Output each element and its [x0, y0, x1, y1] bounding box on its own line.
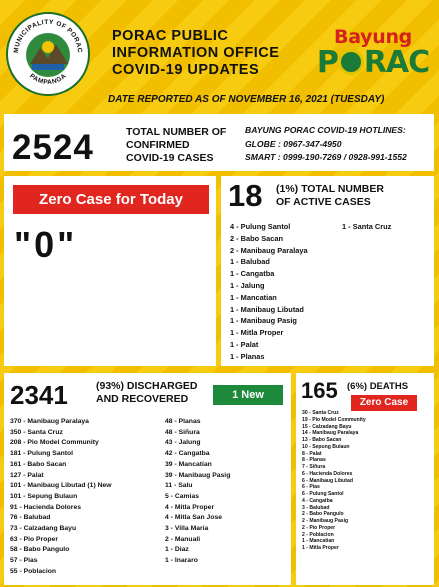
list-item: 1 - Santa Cruz	[342, 222, 392, 231]
seal-top-text: MUNICIPALITY OF PORAC	[12, 18, 84, 54]
recovered-list-col1	[10, 417, 112, 578]
list-item: 350 - Santa Cruz	[10, 428, 63, 436]
active-label-line-2: OF ACTIVE CASES	[276, 196, 371, 208]
list-item: 4 - Pulung Santol	[230, 222, 291, 231]
header-title-line-2: INFORMATION OFFICE	[112, 45, 280, 61]
active-cases-number: 18	[228, 178, 263, 213]
zero-case-badge: Zero Case for Today	[13, 185, 209, 214]
list-item: 19 - Pio Model Community	[302, 416, 366, 423]
list-item: 1 - Balubad	[230, 257, 270, 267]
list-item: 63 - Pio Proper	[10, 535, 58, 543]
bayung-porac-logo	[314, 26, 432, 78]
list-item: 13 - Babo Sacan	[302, 437, 342, 443]
deaths-label: (6%) DEATHS	[347, 381, 409, 392]
list-item: 1 - Mitla Proper	[230, 328, 284, 338]
list-item: 48 - Planas	[165, 418, 201, 425]
list-item: 4 - Mitla San Jose	[165, 514, 223, 522]
new-recovered-badge: 1 New	[213, 385, 283, 405]
list-item: 76 - Balubad	[10, 514, 51, 522]
list-item: 1 - Mancatian	[230, 292, 277, 302]
list-item: 1 - Planas	[230, 351, 265, 361]
list-item: 42 - Cangatba	[165, 450, 210, 458]
report-date: DATE REPORTED AS OF NOVEMBER 16, 2021 (TUESDAY)	[108, 94, 385, 105]
list-item: 181 - Pulung Santol	[10, 450, 74, 458]
list-item: 370 - Manibaug Paralaya	[10, 418, 89, 425]
list-item: 2 - Pio Proper	[302, 524, 336, 531]
recovered-label-line-1: (93%) DISCHARGED	[96, 380, 198, 392]
list-item: 1 - Palat	[230, 339, 259, 349]
list-item: 6 - Manibaug Libutad	[302, 477, 353, 484]
list-item: 7 - Siñura	[302, 464, 326, 470]
list-item: 1 - Inararo	[165, 557, 198, 565]
zero-case-value: "0"	[14, 224, 78, 265]
list-item: 2 - Manuali	[165, 535, 201, 543]
brand-bayung-text: Bayung	[334, 26, 412, 48]
recovered-label-line-2: AND RECOVERED	[96, 393, 189, 405]
list-item: 8 - Palat	[302, 450, 322, 457]
list-item: 43 - Jalung	[165, 439, 201, 447]
deaths-number: 165	[301, 378, 338, 403]
total-cases-number: 2524	[12, 128, 94, 167]
list-item: 1 - Manibaug Pasig	[230, 316, 297, 326]
recovered-list-col2	[165, 417, 230, 567]
hotline-smart: SMART : 0999-190-7269 / 0928-991-1552	[245, 152, 407, 162]
list-item: 57 - Pias	[10, 557, 38, 565]
list-item: 161 - Babo Sacan	[10, 460, 67, 468]
list-item: 14 - Manibaug Paralaya	[302, 430, 359, 437]
deaths-list	[302, 410, 366, 552]
list-item: 208 - Pio Model Community	[10, 439, 99, 447]
list-item: 8 - Planas	[302, 457, 326, 464]
list-item: 2 - Manibaug Paralaya	[230, 245, 308, 255]
hotlines-title: BAYUNG PORAC COVID-19 HOTLINES:	[245, 125, 406, 135]
header-title-line-3: COVID-19 UPDATES	[112, 62, 260, 78]
list-item: 2 - Manibaug Pasig	[302, 518, 349, 524]
header-title	[112, 28, 279, 79]
list-item: 3 - Balubad	[302, 504, 330, 511]
list-item: 15 - Calzadang Bayu	[302, 423, 352, 430]
list-item: 10 - Sepung Bulaun	[302, 443, 350, 450]
list-item: 48 - Siñura	[165, 428, 200, 436]
list-item: 6 - Pias	[302, 484, 320, 491]
brand-rac-letters: RAC	[363, 45, 430, 80]
list-item: 58 - Babo Pangulo	[10, 546, 70, 554]
active-cases-list-col2	[342, 221, 391, 233]
recovered-number: 2341	[10, 380, 68, 410]
list-item: 1 - Cangatba	[230, 269, 275, 279]
list-item: 101 - Sepung Bulaun	[10, 492, 78, 500]
list-item: 39 - Mancatian	[165, 460, 212, 468]
list-item: 101 - Manibaug Libutad (1) New	[10, 482, 112, 490]
list-item: 39 - Manibaug Pasig	[165, 471, 231, 479]
list-item: 30 - Santa Cruz	[302, 410, 339, 416]
total-cases-label	[126, 126, 226, 165]
total-label-line-1: TOTAL NUMBER OF	[126, 126, 227, 138]
list-item: 127 - Palat	[10, 471, 44, 479]
seal-bottom-text: PAMPANGA	[28, 72, 68, 87]
active-label-line-1: (1%) TOTAL NUMBER	[276, 183, 384, 195]
porac-seal-icon	[338, 49, 364, 75]
municipal-seal-logo	[6, 12, 90, 96]
total-label-line-3: COVID-19 CASES	[126, 152, 214, 164]
list-item: 55 - Poblacion	[10, 567, 57, 575]
active-cases-list	[230, 221, 308, 363]
list-item: 4 - Mitla Proper	[165, 503, 215, 511]
list-item: 3 - Villa Maria	[165, 525, 209, 533]
list-item: 2 - Babo Sacan	[230, 233, 283, 243]
list-item: 91 - Hacienda Dolores	[10, 503, 82, 511]
active-cases-label	[276, 183, 384, 209]
list-item: 2 - Babo Pangulo	[302, 511, 344, 518]
list-item: 1 - Mancatian	[302, 538, 335, 545]
deaths-zero-case-badge: Zero Case	[351, 395, 417, 411]
recovered-label	[96, 380, 198, 406]
total-label-line-2: CONFIRMED	[126, 139, 190, 151]
list-item: 1 - Diaz	[165, 546, 189, 554]
list-item: 6 - Pulung Santol	[302, 491, 344, 497]
list-item: 1 - Jalung	[230, 280, 265, 290]
list-item: 1 - Manibaug Libutad	[230, 304, 304, 314]
list-item: 73 - Calzadang Bayu	[10, 525, 77, 533]
list-item: 5 - Camias	[165, 492, 200, 500]
list-item: 6 - Hacienda Dolores	[302, 470, 353, 477]
list-item: 2 - Poblacion	[302, 531, 334, 538]
list-item: 11 - Salu	[165, 482, 193, 490]
list-item: 1 - Mitla Proper	[302, 545, 339, 551]
list-item: 4 - Cangatba	[302, 497, 333, 504]
header-title-line-1: PORAC PUBLIC	[112, 28, 229, 44]
brand-porac-text	[314, 45, 432, 80]
hotlines	[245, 124, 407, 165]
brand-p-letter: P	[316, 45, 338, 80]
hotline-globe: GLOBE : 0967-347-4950	[245, 138, 342, 149]
